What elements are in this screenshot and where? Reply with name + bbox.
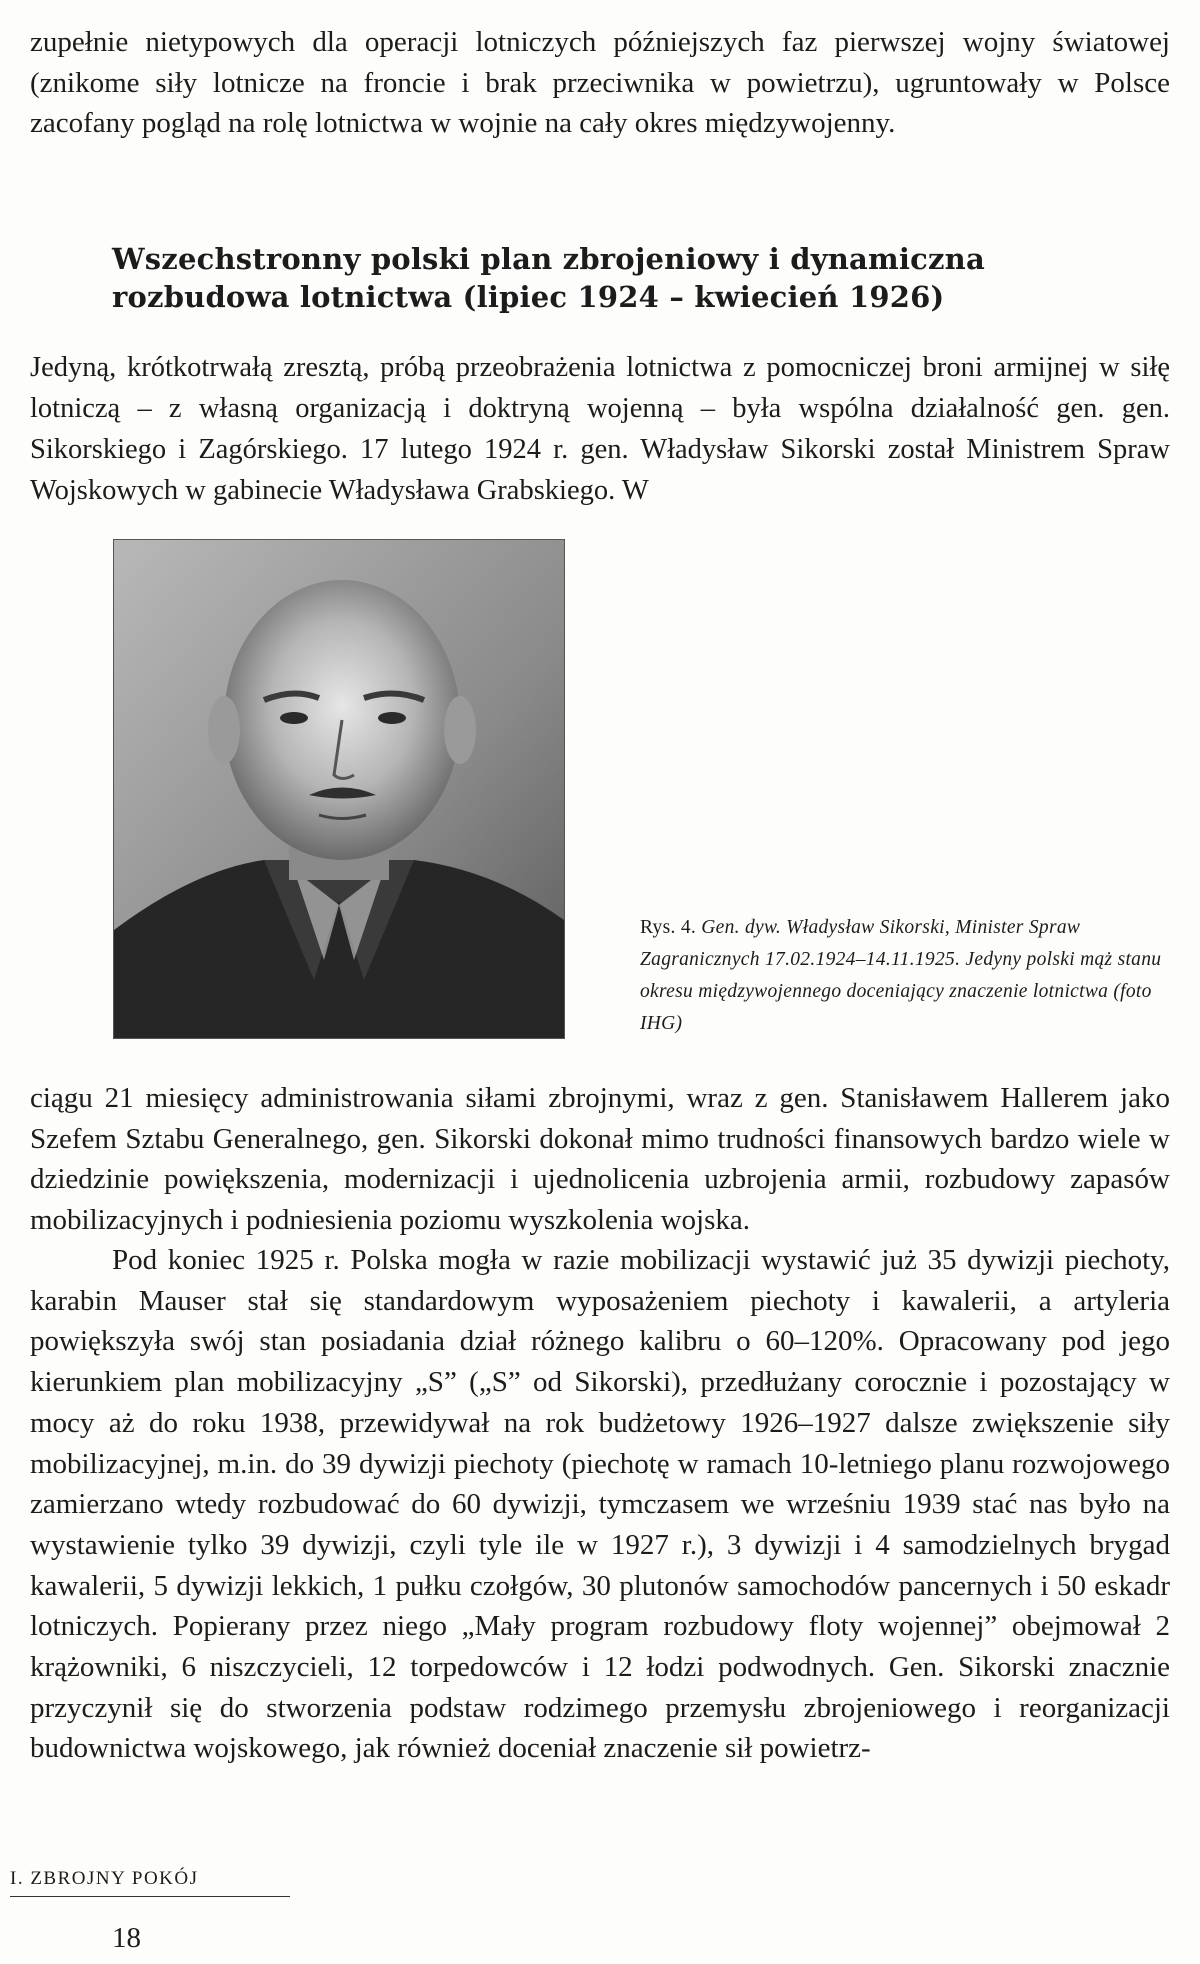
portrait-photo: [114, 540, 564, 1038]
intro-paragraph: zupełnie nietypowych dla operacji lotniczych późniejszych faz pierwszej wojny światowej (znikome siły lotnicze na froncie i brak przeciwnika w powietrzu), ugruntowały w Polsce zacofany pogląd na rolę lotnictwa w wojnie na cały okres międzywojenny.: [30, 26, 1170, 140]
footer-rule: [10, 1896, 290, 1897]
section-heading-line-2: rozbudowa lotnictwa (lipiec 1924 – kwiecień 1926): [112, 280, 945, 314]
portrait-photo-icon: [114, 540, 564, 1038]
body-paragraph-2: Pod koniec 1925 r. Polska mogła w razie mobilizacji wystawić już 35 dywizji piechoty, karabin Mauser stał się standardowym wyposażeniem piechoty i kawalerii, a artyleria powiększyła swój stan posiadania dział różnego kalibru o 60–120%. Opracowany pod jego kierunkiem plan mobilizacyjny „S” („S” od Sikorski), przedłużany corocznie i pozostający w mocy aż do roku 1938, przewidywał na rok budżetowy 1926–1927 dalsze zwiększenie siły mobilizacyjnej, m.in. do 39 dywizji piechoty (piechotę w ramach 10-letniego planu rozwojowego zamierzano wtedy rozbudować do 60 dywizji, tymczasem we wrześniu 1939 stać nas było na wystawienie tylko 39 dywizji, czyli tyle ile w 1927 r.), 3 dywizji i 4 samodzielnych brygad kawalerii, 5 dywizji lekkich, 1 pułku czołgów, 30 plutonów samochodów pancernych i 50 eskadr lotniczych. Popierany przez niego „Mały program rozbudowy floty wojennej” obejmował 2 krążowniki, 6 niszczycieli, 12 torpedowców i 12 łodzi podwodnych. Gen. Sikorski znacznie przyczynił się do stworzenia podstaw rodzimego przemysłu zbrojeniowego i reorganizacji budownictwa wojskowego, jak również doceniał znaczenie sił powietrz-: [30, 1244, 1170, 1765]
section-paragraph: Jedyną, krótkotrwałą zresztą, próbą przeobrażenia lotnictwa z pomocniczej broni armijnej w siłę lotniczą – z własną organizacją i doktryną wojenną – była wspólna działalność gen. gen. Sikorskiego i Zagórskiego. 17 lutego 1924 r. gen. Władysław Sikorski został Ministrem Spraw Wojskowych w gabinecie Władysława Grabskiego. W: [30, 352, 1170, 506]
page-number: 18: [112, 1922, 141, 1954]
body-paragraph-1: ciągu 21 miesięcy administrowania siłami zbrojnymi, wraz z gen. Stanisławem Hallerem jako Szefem Sztabu Generalnego, gen. Sikorski dokonał mimo trudności finansowych bardzo wiele w dziedzinie powiększenia, modernizacji i ujednolicenia uzbrojenia armii, rozbudowy zapasów mobilizacyjnych i podniesienia poziomu wyszkolenia wojska.: [30, 1082, 1170, 1237]
section-heading: [112, 240, 1112, 316]
figure-caption: [640, 912, 1170, 1040]
section-heading-line-1: Wszechstronny polski plan zbrojeniowy i dynamiczna: [112, 242, 985, 276]
figure-caption-lead: Rys. 4.: [640, 917, 697, 938]
figure-caption-text: Gen. dyw. Władysław Sikorski, Minister Spraw Zagranicznych 17.02.1924–14.11.1925. Jedyny polski mąż stanu okresu międzywojennego doceniający znaczenie lotnictwa (foto IHG): [640, 917, 1162, 1034]
running-footer-section: I. ZBROJNY POKÓJ: [10, 1868, 199, 1889]
